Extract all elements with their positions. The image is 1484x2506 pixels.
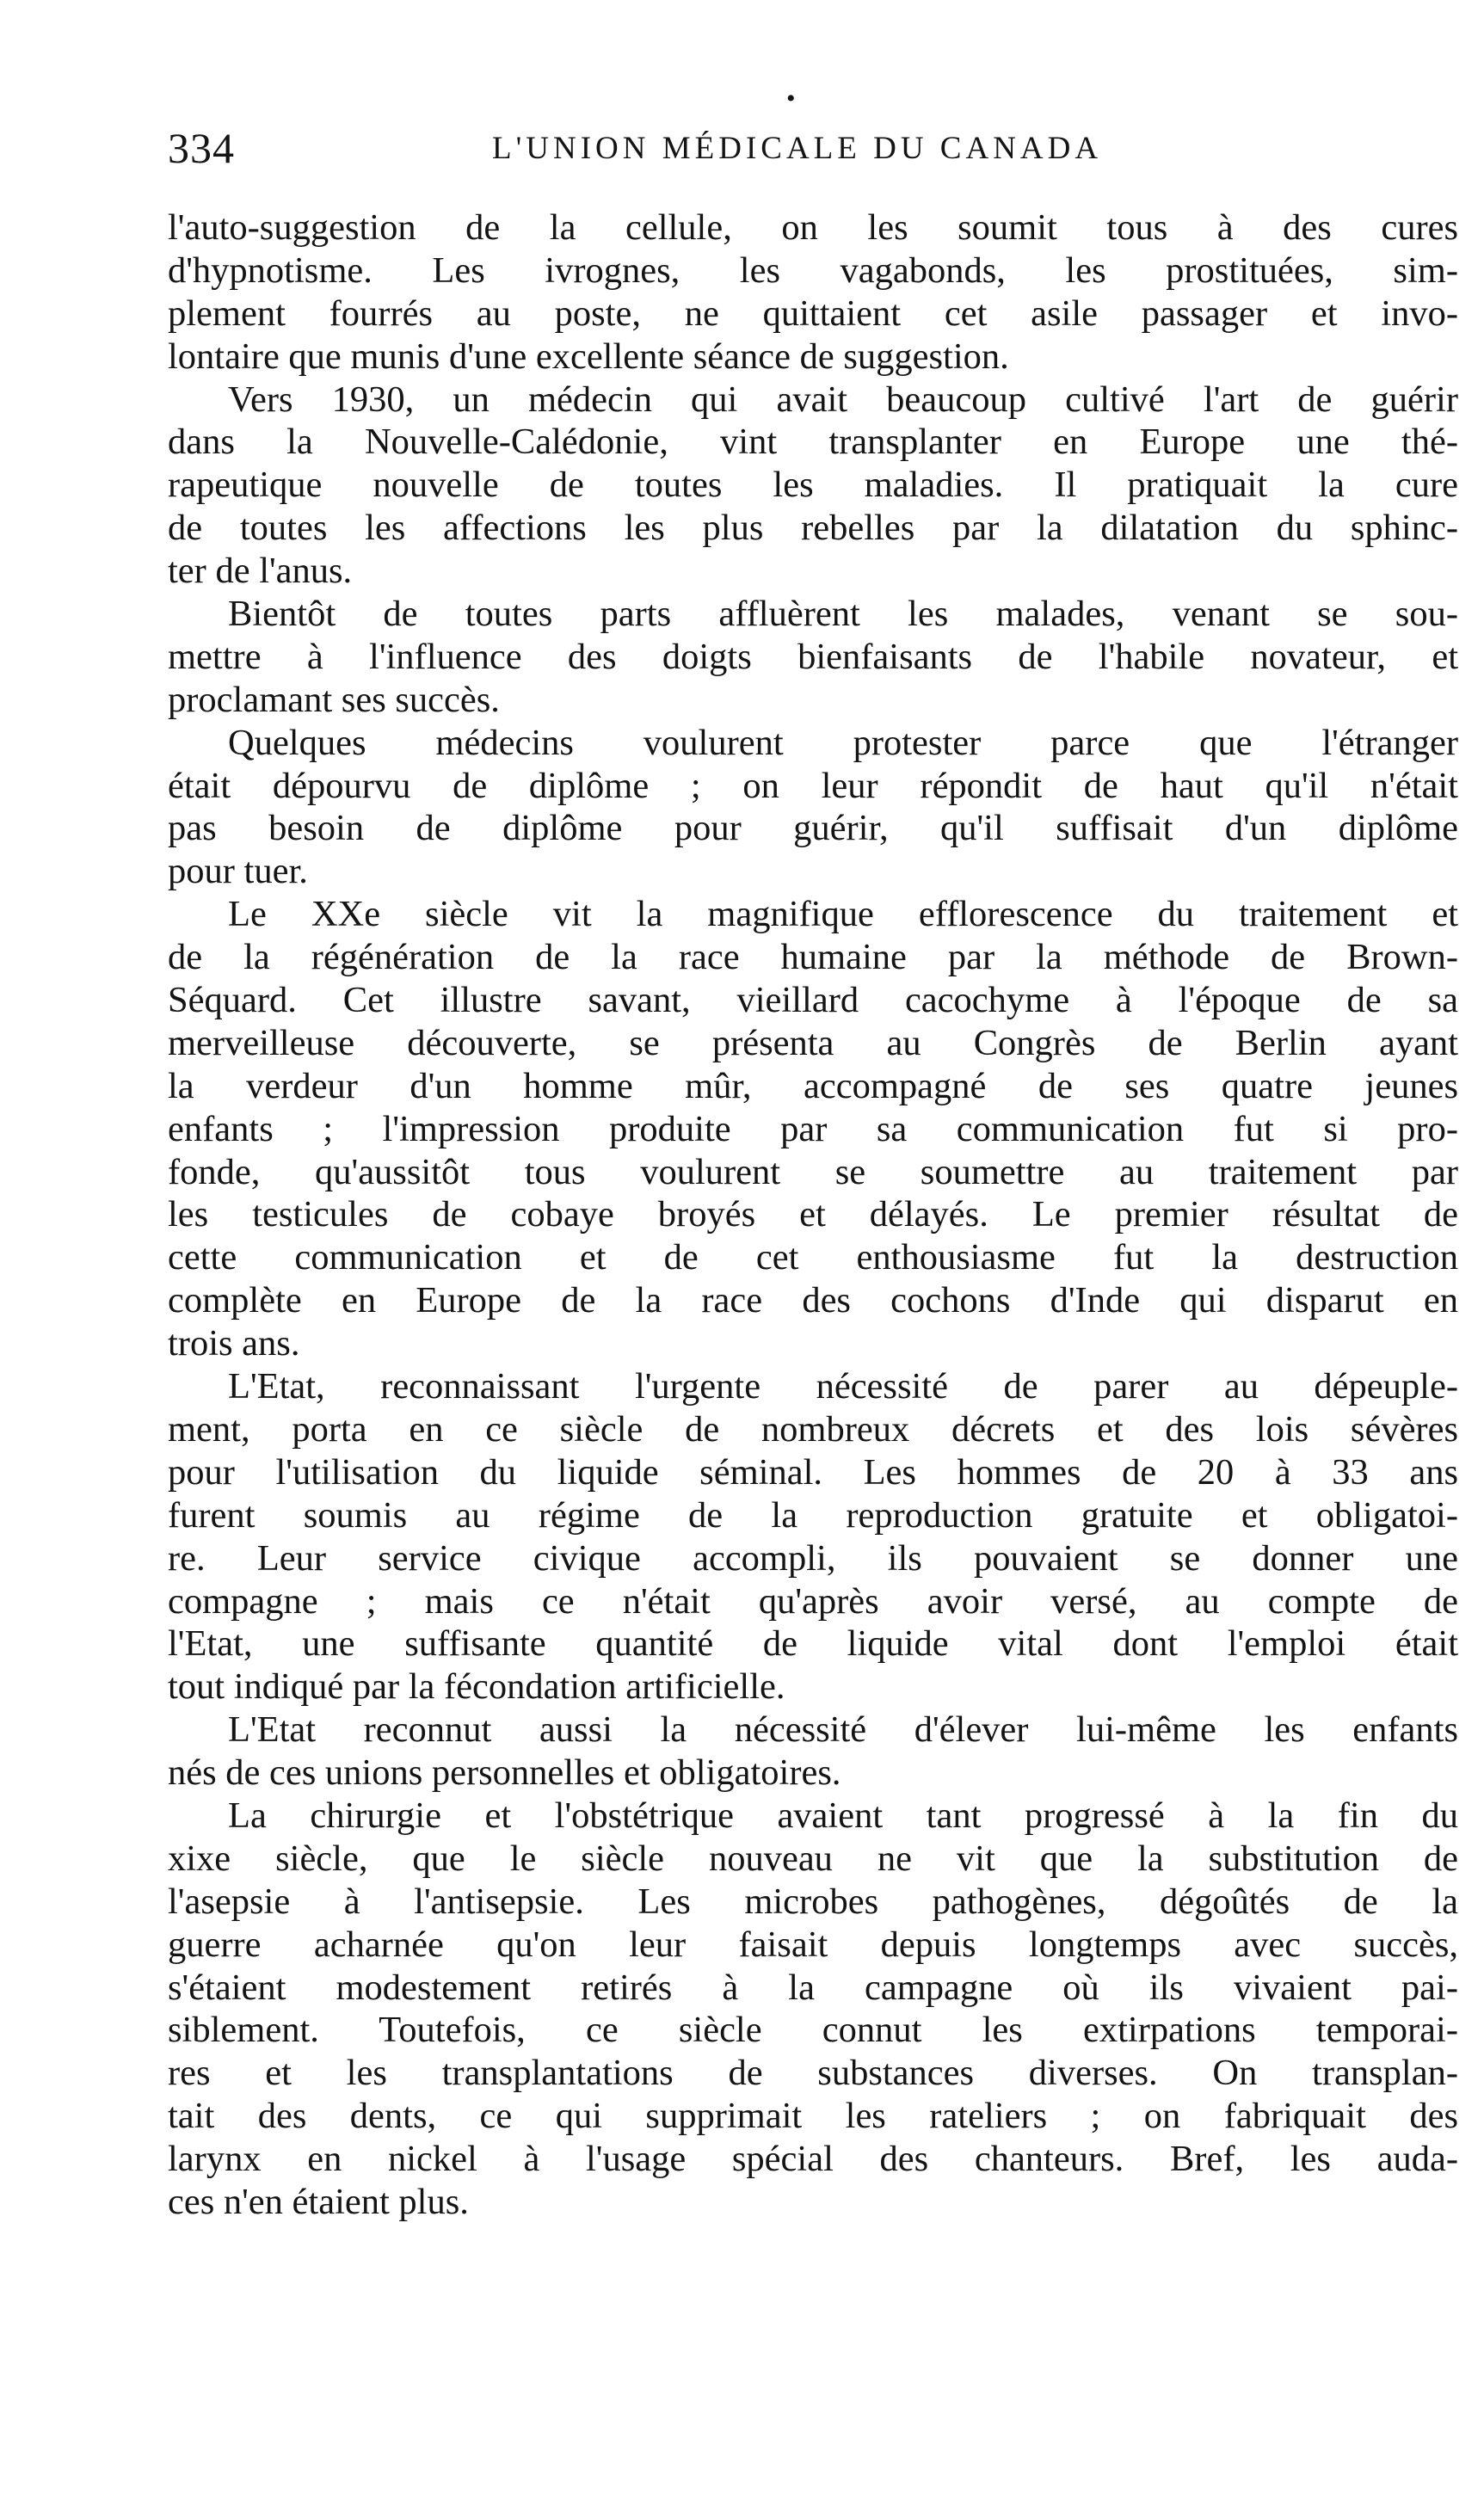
text-line: trois ans. xyxy=(168,1323,300,1364)
text-line: pour l'utilisation du liquide séminal. Les hommes de 20 à 33 ans xyxy=(168,1451,1458,1493)
page-header xyxy=(168,120,1458,175)
text-line: xixe siècle, que le siècle nouveau ne vit que la substitution de xyxy=(168,1838,1458,1879)
text-line: merveilleuse découverte, se présenta au Congrès de Berlin ayant xyxy=(168,1022,1458,1063)
text-line: les testicules de cobaye broyés et délayés. Le premier résultat de xyxy=(168,1194,1458,1235)
text-line: res et les transplantations de substances diverses. On transplan- xyxy=(168,2053,1458,2094)
text-line: compagne ; mais ce n'était qu'après avoir versé, au compte de xyxy=(168,1580,1458,1622)
body-text xyxy=(168,206,1458,2224)
text-line: re. Leur service civique accompli, ils pouvaient se donner une xyxy=(168,1537,1458,1579)
text-line: fonde, qu'aussitôt tous voulurent se soumettre au traitement par xyxy=(168,1151,1458,1192)
text-line: L'Etat, reconnaissant l'urgente nécessité de parer au dépeuple- xyxy=(228,1366,1458,1407)
text-line: siblement. Toutefois, ce siècle connut les extirpations temporai- xyxy=(168,2010,1458,2051)
text-line: l'Etat, une suffisante quantité de liquide vital dont l'emploi était xyxy=(168,1623,1458,1665)
text-line: ter de l'anus. xyxy=(168,551,353,592)
text-line: l'asepsie à l'antisepsie. Les microbes pathogènes, dégoûtés de la xyxy=(168,1881,1458,1922)
text-line: tout indiqué par la fécondation artificielle. xyxy=(168,1666,785,1708)
text-line: L'Etat reconnut aussi la nécessité d'élever lui-même les enfants xyxy=(228,1709,1458,1751)
text-line: proclamant ses succès. xyxy=(168,679,500,720)
text-line: nés de ces unions personnelles et obligatoires. xyxy=(168,1752,841,1794)
running-title: L'UNION MÉDICALE DU CANADA xyxy=(492,131,1103,166)
text-line: cette communication et de cet enthousiasme fut la destruction xyxy=(168,1237,1458,1278)
text-line: Bientôt de toutes parts affluèrent les malades, venant se sou- xyxy=(228,594,1458,635)
text-line: Vers 1930, un médecin qui avait beaucoup cultivé l'art de guérir xyxy=(228,379,1458,420)
text-line: larynx en nickel à l'usage spécial des chanteurs. Bref, les auda- xyxy=(168,2139,1458,2180)
text-line: l'auto-suggestion de la cellule, on les soumit tous à des cures xyxy=(168,207,1458,248)
text-line: mettre à l'influence des doigts bienfaisants de l'habile novateur, et xyxy=(168,636,1458,677)
page-mark: • xyxy=(786,84,796,113)
page-number: 334 xyxy=(168,124,235,172)
text-line: ment, porta en ce siècle de nombreux décrets et des lois sévères xyxy=(168,1408,1458,1450)
text-line: enfants ; l'impression produite par sa communication fut si pro- xyxy=(168,1108,1458,1149)
text-line: Séquard. Cet illustre savant, vieillard cacochyme à l'époque de sa xyxy=(168,980,1458,1021)
text-line: de toutes les affections les plus rebelles par la dilatation du sphinc- xyxy=(168,508,1458,549)
text-line: guerre acharnée qu'on leur faisait depuis longtemps avec succès, xyxy=(168,1924,1458,1965)
text-line: Le XXe siècle vit la magnifique efflorescence du traitement et xyxy=(228,894,1458,935)
text-line: dans la Nouvelle-Calédonie, vint transplanter en Europe une thé- xyxy=(168,422,1458,463)
text-line: furent soumis au régime de la reproduction gratuite et obligatoi- xyxy=(168,1494,1458,1536)
text-line: lontaire que munis d'une excellente séance de suggestion. xyxy=(168,336,1009,377)
text-line: ces n'en étaient plus. xyxy=(168,2181,469,2222)
text-line: Quelques médecins voulurent protester parce que l'étranger xyxy=(228,722,1458,763)
text-line: la verdeur d'un homme mûr, accompagné de ses quatre jeunes xyxy=(168,1065,1458,1106)
text-line: pas besoin de diplôme pour guérir, qu'il suffisait d'un diplôme xyxy=(168,808,1458,849)
text-line: rapeutique nouvelle de toutes les maladies. Il pratiquait la cure xyxy=(168,465,1458,506)
text-line: plement fourrés au poste, ne quittaient cet asile passager et invo- xyxy=(168,292,1458,334)
text-line: s'étaient modestement retirés à la campagne où ils vivaient pai- xyxy=(168,1967,1458,2008)
text-line: était dépourvu de diplôme ; on leur répondit de haut qu'il n'était xyxy=(168,765,1458,806)
text-line: complète en Europe de la race des cochons d'Inde qui disparut en xyxy=(168,1280,1458,1321)
text-line: d'hypnotisme. Les ivrognes, les vagabonds, les prostituées, sim- xyxy=(168,249,1458,291)
text-line: de la régénération de la race humaine par la méthode de Brown- xyxy=(168,937,1458,978)
text-line: tait des dents, ce qui supprimait les rateliers ; on fabriquait des xyxy=(168,2096,1458,2137)
text-line: La chirurgie et l'obstétrique avaient tant progressé à la fin du xyxy=(228,1795,1458,1836)
text-line: pour tuer. xyxy=(168,851,308,892)
